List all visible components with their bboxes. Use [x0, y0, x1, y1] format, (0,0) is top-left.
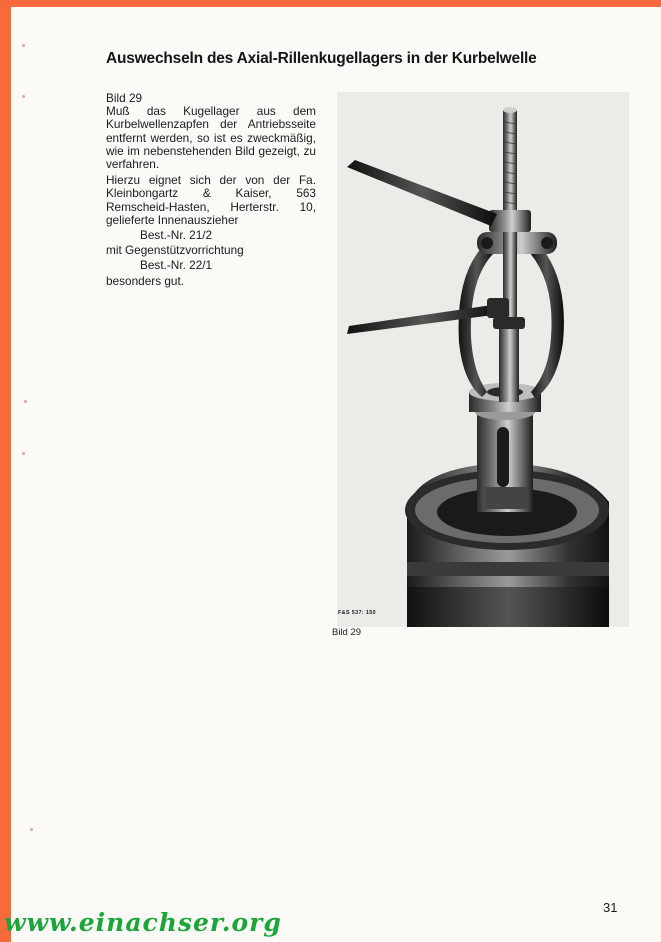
- watermark-url: www.einachser.org: [4, 908, 282, 937]
- page-speck: [24, 400, 27, 403]
- page-speck: [22, 95, 25, 98]
- figure-photo: [337, 92, 629, 627]
- page-speck: [30, 828, 33, 831]
- order-number-1: Best.-Nr. 21/2: [140, 228, 213, 243]
- figure-reference: Bild 29: [106, 91, 143, 105]
- paragraph-tool: Hierzu eignet sich der von der Fa. Kleinbongartz & Kaiser, 563 Remscheid-Hasten, Herterstr. 10, gelieferte Innenauszieher: [106, 173, 316, 227]
- figure-caption: Bild 29: [332, 627, 362, 638]
- paragraph-procedure: Muß das Kugellager aus dem Kurbelwellenzapfen der Antriebsseite entfernt werden, so ist es zweckmäßig, wie im nebenstehenden Bild gezeigt, zu verfahren.: [106, 104, 316, 172]
- body-text: [106, 92, 316, 288]
- page-number: 31: [603, 900, 618, 915]
- page-speck: [22, 44, 25, 47]
- bearing-puller-illustration: [337, 92, 629, 627]
- page-speck: [22, 452, 25, 455]
- order-number-2: Best.-Nr. 22/1: [140, 258, 213, 273]
- closing-text: besonders gut.: [106, 273, 185, 288]
- photo-code: F&S 537: 150: [338, 610, 376, 616]
- support-device-text: mit Gegenstützvorrichtung: [106, 243, 244, 258]
- page-title: Auswechseln des Axial-Rillenkugellagers in der Kurbelwelle: [106, 50, 537, 67]
